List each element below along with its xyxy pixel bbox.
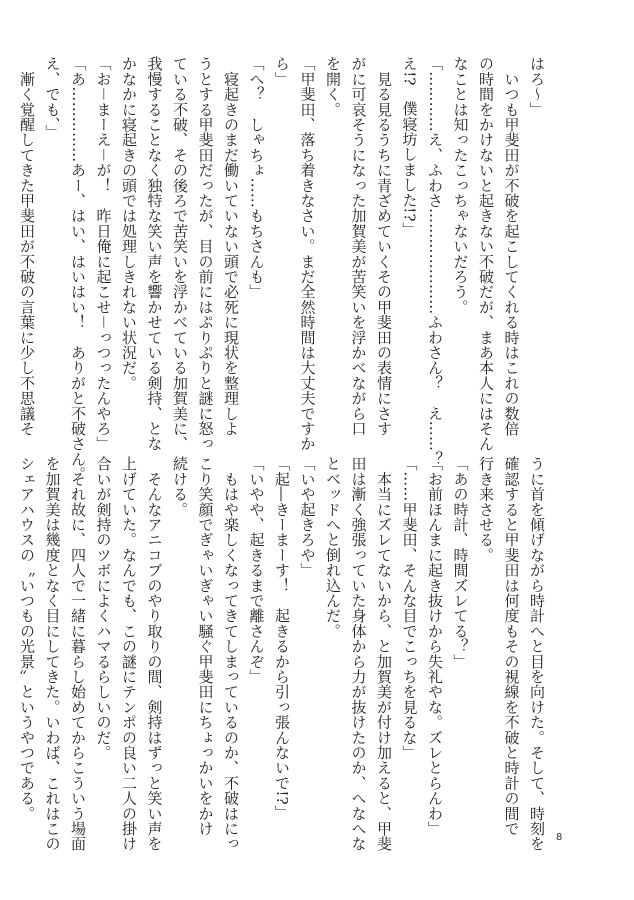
- text-line: 確認すると甲斐田は何度もその視線を不破と時計の間で: [502, 456, 521, 836]
- text-line: とベッドへと倒れ込んだ。: [324, 456, 342, 639]
- text-line: 「お－まーえ－が！ 昨日俺に起こせ－っつったんやろ」: [94, 56, 113, 452]
- lower-text-block: [14, 456, 550, 852]
- text-line: 行き来させる。: [477, 456, 495, 563]
- text-line: 「お前ほんまに起き抜けから失礼やな。ズレとらんわ」: [426, 456, 444, 836]
- text-line: 「甲斐田、落ち着きなさい。まだ全然時間は大丈夫ですか: [298, 56, 317, 452]
- text-line: 「いやや、起きるまで離さんぞ」: [247, 456, 266, 684]
- text-line: の時間をかけないと起きない不破だが、まあ本人にはそん: [477, 56, 495, 452]
- text-line: 上げていた。なんでも、この謎にテンポの良い二人の掛け: [120, 456, 138, 852]
- text-line: そんなアニコブのやり取りの間、剣持はずっと笑い声を: [145, 456, 164, 852]
- text-line: 「…………え、ふわさ…………………ふわさん？ え……？: [426, 56, 444, 467]
- text-line: がに可哀そうになった加賀美が苦笑いを浮かべながら口: [349, 56, 368, 436]
- text-line: 「……甲斐田、そんな目でこっちを見るな」: [400, 456, 419, 760]
- upper-text-block: [14, 56, 550, 482]
- text-line: 見る見るうちに青ざめていくその甲斐田の表情にさす: [375, 56, 393, 436]
- text-line: それ故に、四人で一緒に暮らし始めてからこういう場面: [69, 456, 87, 852]
- text-line: を開く。: [324, 56, 342, 117]
- text-line: 寝起きのまだ働いていない頭で必死に現状を整理しよ: [222, 56, 240, 436]
- text-line: なことは知ったこっちゃないだろう。: [451, 56, 470, 315]
- text-line: 「あの時計、時間ズレてる？」: [451, 456, 470, 669]
- text-line: かなかに寝起きの頭では処理しきれない状況だ。: [120, 56, 138, 391]
- text-line: うとする甲斐田だったが、目の前にはぷりぷりと謎に怒っ: [196, 56, 215, 452]
- page-number: 8: [556, 832, 563, 843]
- text-line: 「起―きーまーす！ 起きるから引っ張んないで!?」: [273, 456, 291, 821]
- text-line: え、でも、」: [43, 56, 62, 140]
- text-line: え!? 僕寝坊しました!?」: [400, 56, 419, 237]
- text-line: こり笑顔でぎゃいぎゃい騒ぐ甲斐田にちょっかいをかけ: [196, 456, 215, 836]
- text-line: 田は漸く強張っていた身体から力が抜けたのか、へなへな: [349, 456, 368, 852]
- text-line: 「いや起きろや」: [298, 456, 317, 578]
- text-line: 合いが剣持のツボによくハマるらしいのだ。: [94, 456, 113, 760]
- text-line: ている不破、その後ろで苦笑いを浮かべている加賀美に、: [171, 56, 189, 452]
- text-line: はろ〜」: [528, 56, 546, 117]
- text-line: 「へ？ しゃちょ……もちさんも」: [247, 56, 266, 300]
- text-line: 続ける。: [171, 456, 189, 517]
- text-line: 「あ……………あー、はい、はいはい！ ありがと不破さん。: [69, 56, 87, 482]
- text-line: を加賀美は幾度となく目にしてきた。いわば、これはこの: [43, 456, 62, 852]
- text-line: ら」: [273, 56, 291, 87]
- text-line: 漸く覚醒してきた甲斐田が不破の言葉に少し不思議そ: [18, 56, 36, 436]
- text-line: 本当にズレてないから、と加賀美が付け加えると、甲斐: [375, 456, 393, 852]
- text-line: シェアハウスの〝いつもの光景〟というやつである。: [18, 456, 36, 821]
- text-line: 我慢することなく独特な笑い声を響かせている剣持、とな: [145, 56, 164, 452]
- text-line: うに首を傾げながら時計へと目を向けた。そして、時刻を: [528, 456, 546, 852]
- text-line: もはや楽しくなってきてしまっているのか、不破はにっ: [222, 456, 240, 852]
- text-line: いつも甲斐田が不破を起こしてくれる時はこれの数倍: [502, 56, 521, 436]
